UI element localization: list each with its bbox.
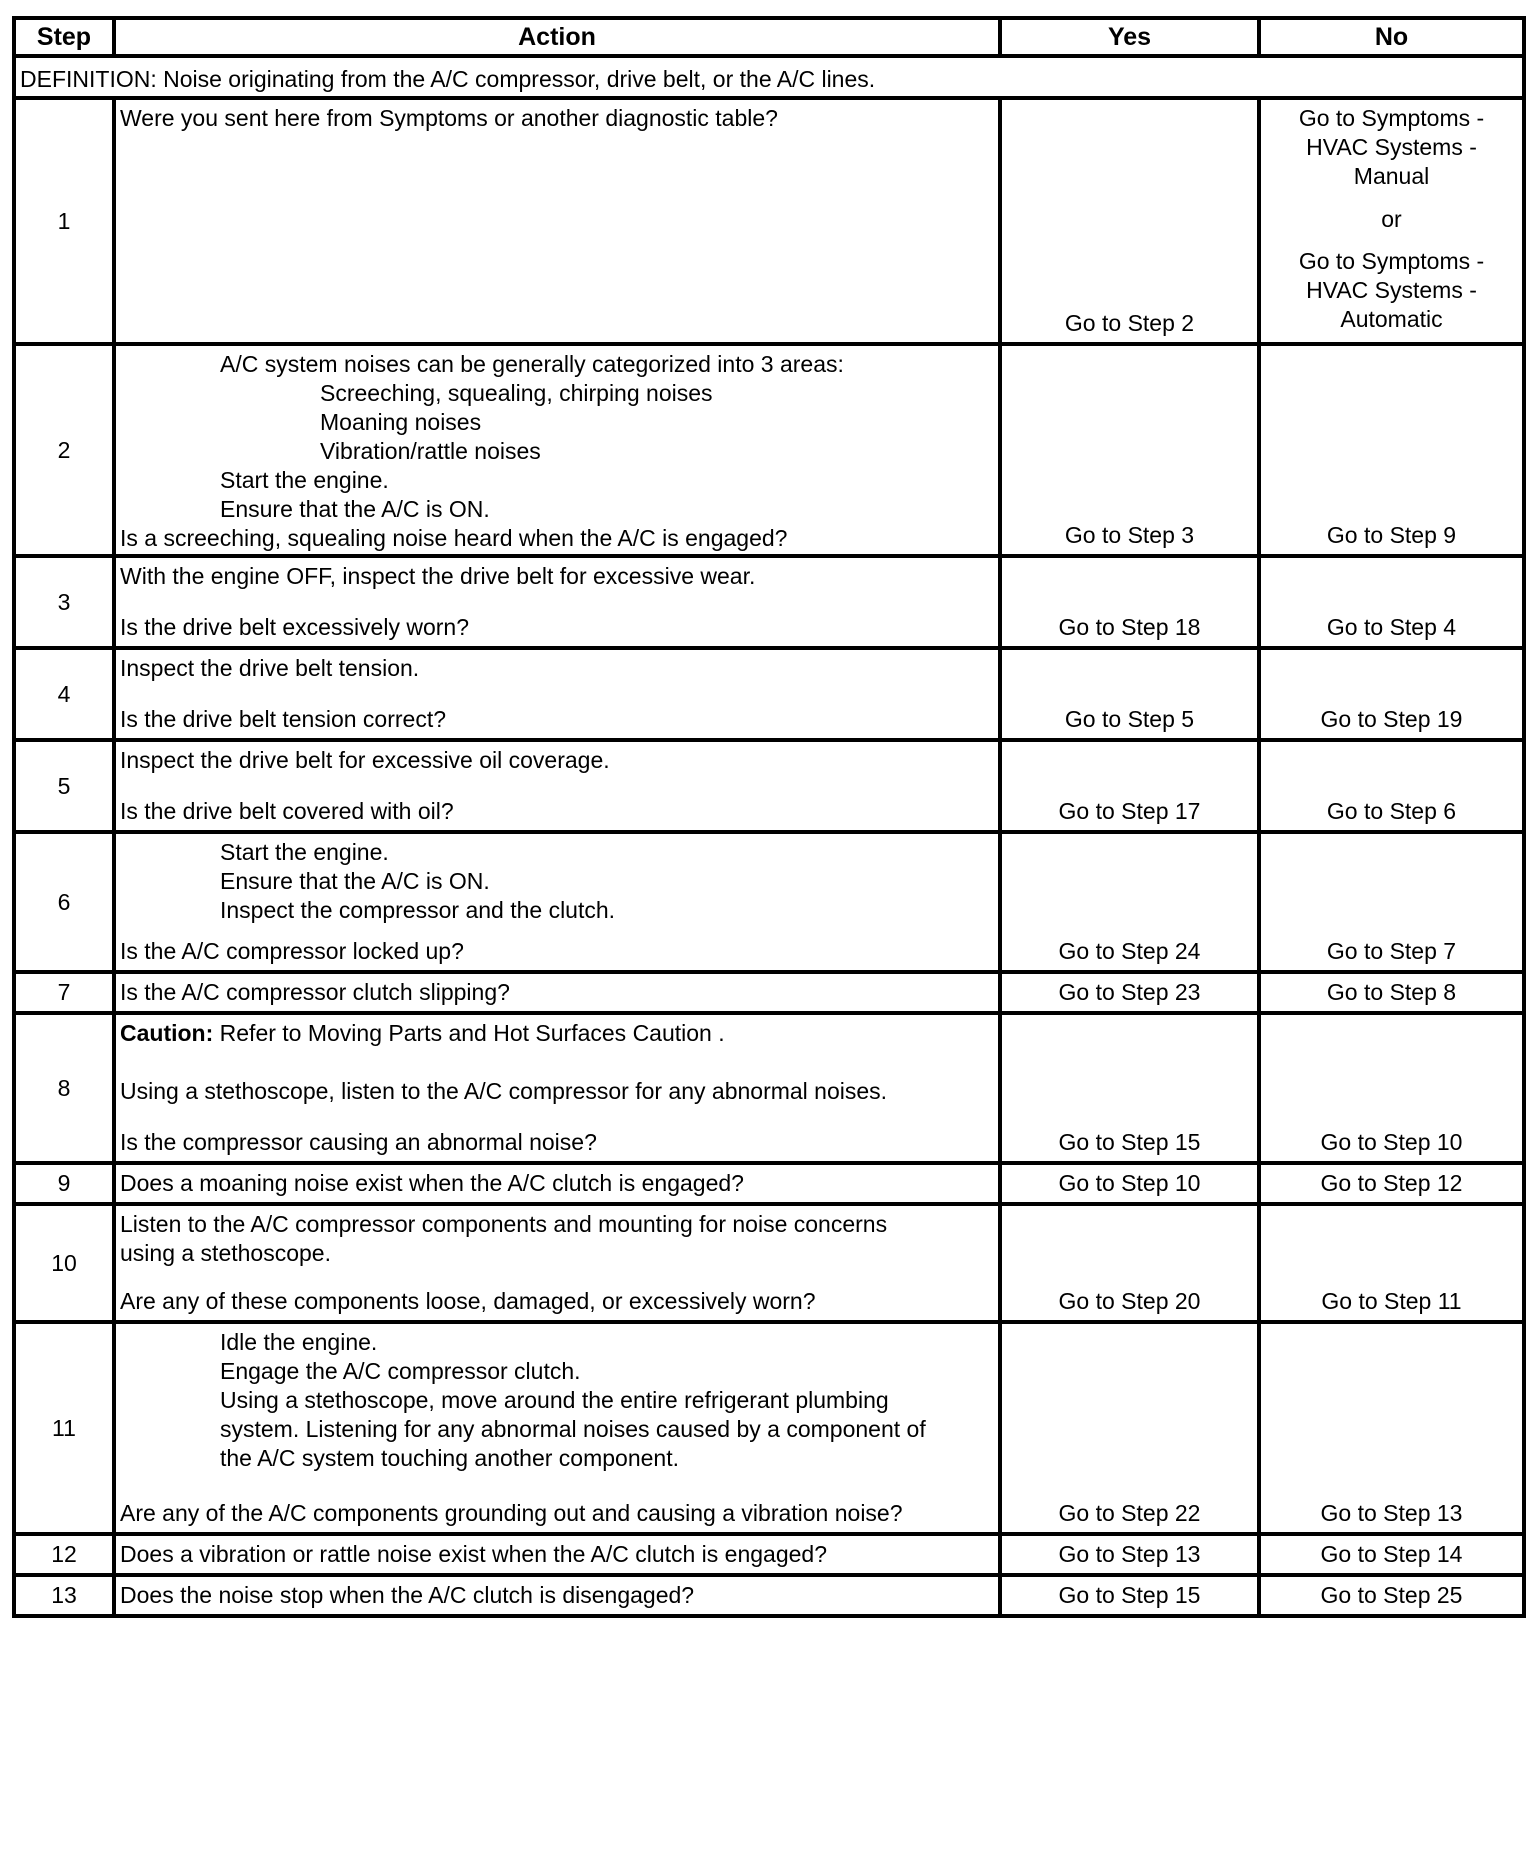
action-cell bbox=[114, 1013, 1000, 1163]
action-line: Idle the engine. bbox=[220, 1329, 378, 1355]
header-action: Action bbox=[114, 18, 1000, 56]
no-option-automatic: Go to Symptoms - HVAC Systems - Automatic bbox=[1298, 248, 1485, 332]
action-question: Is the drive belt covered with oil? bbox=[120, 798, 454, 824]
action-cell bbox=[114, 740, 1000, 832]
header-step: Step bbox=[14, 18, 114, 56]
step-number: 10 bbox=[14, 1204, 114, 1322]
action-cell bbox=[114, 648, 1000, 740]
action-question: Is the A/C compressor clutch slipping? bbox=[120, 979, 510, 1005]
action-question: Is the drive belt tension correct? bbox=[120, 706, 446, 732]
action-line: Start the engine. bbox=[220, 839, 389, 865]
action-cell bbox=[114, 1204, 1000, 1322]
step-number: 13 bbox=[14, 1575, 114, 1616]
no-cell: Go to Step 13 bbox=[1259, 1322, 1524, 1534]
action-line: Start the engine. bbox=[220, 467, 389, 493]
action-cell bbox=[114, 1575, 1000, 1616]
action-question: Are any of these components loose, damaged, or excessively worn? bbox=[120, 1288, 816, 1314]
action-cell bbox=[114, 556, 1000, 648]
action-line: Ensure that the A/C is ON. bbox=[220, 496, 490, 522]
definition-row bbox=[14, 56, 1524, 98]
yes-cell: Go to Step 5 bbox=[1000, 648, 1259, 740]
action-line: With the engine OFF, inspect the drive belt for excessive wear. bbox=[120, 563, 756, 589]
action-cell bbox=[114, 972, 1000, 1013]
action-question: Is the compressor causing an abnormal noise? bbox=[120, 1129, 597, 1155]
yes-cell: Go to Step 20 bbox=[1000, 1204, 1259, 1322]
step-number: 8 bbox=[14, 1013, 114, 1163]
step-number: 5 bbox=[14, 740, 114, 832]
action-question: Does a moaning noise exist when the A/C clutch is engaged? bbox=[120, 1170, 744, 1196]
step-number: 4 bbox=[14, 648, 114, 740]
step-number: 12 bbox=[14, 1534, 114, 1575]
yes-cell: Go to Step 3 bbox=[1000, 344, 1259, 556]
step-number: 2 bbox=[14, 344, 114, 556]
action-line: using a stethoscope. bbox=[120, 1240, 331, 1266]
action-question: Is the A/C compressor locked up? bbox=[120, 938, 464, 964]
action-cell bbox=[114, 1163, 1000, 1204]
action-cell bbox=[114, 832, 1000, 972]
table-row bbox=[14, 832, 1524, 972]
table-row bbox=[14, 1204, 1524, 1322]
table-row bbox=[14, 972, 1524, 1013]
action-cell bbox=[114, 1322, 1000, 1534]
yes-cell: Go to Step 10 bbox=[1000, 1163, 1259, 1204]
action-question: Were you sent here from Symptoms or another diagnostic table? bbox=[120, 105, 778, 131]
action-question: Does a vibration or rattle noise exist when the A/C clutch is engaged? bbox=[120, 1541, 828, 1567]
action-line: Vibration/rattle noises bbox=[320, 438, 541, 464]
action-cell bbox=[114, 98, 1000, 344]
table-row bbox=[14, 556, 1524, 648]
caution-text: Refer to Moving Parts and Hot Surfaces Caution . bbox=[213, 1020, 725, 1046]
action-question: Is a screeching, squealing noise heard when the A/C is engaged? bbox=[120, 525, 788, 551]
step-number: 3 bbox=[14, 556, 114, 648]
no-option-or: or bbox=[1381, 205, 1402, 232]
header-no: No bbox=[1259, 18, 1524, 56]
action-cell bbox=[114, 1534, 1000, 1575]
no-cell: Go to Step 12 bbox=[1259, 1163, 1524, 1204]
table-row bbox=[14, 740, 1524, 832]
yes-cell: Go to Step 18 bbox=[1000, 556, 1259, 648]
table-row bbox=[14, 98, 1524, 344]
action-line: Using a stethoscope, listen to the A/C compressor for any abnormal noises. bbox=[120, 1078, 888, 1104]
no-cell: Go to Step 8 bbox=[1259, 972, 1524, 1013]
step-number: 1 bbox=[14, 98, 114, 344]
no-cell: Go to Step 9 bbox=[1259, 344, 1524, 556]
action-line: Listen to the A/C compressor components and mounting for noise concerns bbox=[120, 1211, 888, 1237]
table-row bbox=[14, 1322, 1524, 1534]
table-row bbox=[14, 648, 1524, 740]
action-line: Inspect the drive belt for excessive oil coverage. bbox=[120, 747, 610, 773]
yes-cell: Go to Step 17 bbox=[1000, 740, 1259, 832]
table-row bbox=[14, 1163, 1524, 1204]
action-line: Screeching, squealing, chirping noises bbox=[320, 380, 713, 406]
step-number: 6 bbox=[14, 832, 114, 972]
header-row bbox=[14, 18, 1524, 56]
table-row bbox=[14, 1013, 1524, 1163]
action-line: Inspect the compressor and the clutch. bbox=[220, 897, 616, 923]
yes-cell: Go to Step 15 bbox=[1000, 1575, 1259, 1616]
step-number: 7 bbox=[14, 972, 114, 1013]
action-line: A/C system noises can be generally categorized into 3 areas: bbox=[220, 351, 844, 377]
header-yes: Yes bbox=[1000, 18, 1259, 56]
caution-label: Caution: bbox=[120, 1020, 214, 1046]
action-line: Inspect the drive belt tension. bbox=[120, 655, 420, 681]
no-cell: Go to Step 6 bbox=[1259, 740, 1524, 832]
action-line: the A/C system touching another component. bbox=[220, 1445, 679, 1471]
step-number: 11 bbox=[14, 1322, 114, 1534]
action-line: Moaning noises bbox=[320, 409, 482, 435]
step-number: 9 bbox=[14, 1163, 114, 1204]
action-line: Engage the A/C compressor clutch. bbox=[220, 1358, 581, 1384]
yes-cell: Go to Step 2 bbox=[1000, 98, 1259, 344]
yes-cell: Go to Step 22 bbox=[1000, 1322, 1259, 1534]
action-question: Is the drive belt excessively worn? bbox=[120, 614, 469, 640]
action-question: Are any of the A/C components grounding out and causing a vibration noise? bbox=[120, 1500, 903, 1526]
yes-cell: Go to Step 23 bbox=[1000, 972, 1259, 1013]
action-line: Ensure that the A/C is ON. bbox=[220, 868, 490, 894]
action-line: Using a stethoscope, move around the entire refrigerant plumbing bbox=[220, 1387, 889, 1413]
table-row bbox=[14, 1534, 1524, 1575]
definition-text: DEFINITION: Noise originating from the A/C compressor, drive belt, or the A/C lines. bbox=[14, 56, 1524, 98]
no-option-manual: Go to Symptoms - HVAC Systems - Manual bbox=[1298, 105, 1485, 189]
action-line: system. Listening for any abnormal noises caused by a component of bbox=[220, 1416, 926, 1442]
yes-cell: Go to Step 24 bbox=[1000, 832, 1259, 972]
action-question: Does the noise stop when the A/C clutch is disengaged? bbox=[120, 1582, 695, 1608]
yes-cell: Go to Step 15 bbox=[1000, 1013, 1259, 1163]
diagnostic-table bbox=[12, 16, 1526, 1618]
yes-cell: Go to Step 13 bbox=[1000, 1534, 1259, 1575]
table-row bbox=[14, 344, 1524, 556]
no-cell: Go to Step 10 bbox=[1259, 1013, 1524, 1163]
table-row bbox=[14, 1575, 1524, 1616]
no-cell: Go to Step 4 bbox=[1259, 556, 1524, 648]
no-cell: Go to Step 25 bbox=[1259, 1575, 1524, 1616]
no-cell: Go to Step 19 bbox=[1259, 648, 1524, 740]
action-cell bbox=[114, 344, 1000, 556]
no-cell bbox=[1259, 98, 1524, 344]
caution-note bbox=[120, 1019, 994, 1048]
no-cell: Go to Step 11 bbox=[1259, 1204, 1524, 1322]
no-cell: Go to Step 7 bbox=[1259, 832, 1524, 972]
no-cell: Go to Step 14 bbox=[1259, 1534, 1524, 1575]
